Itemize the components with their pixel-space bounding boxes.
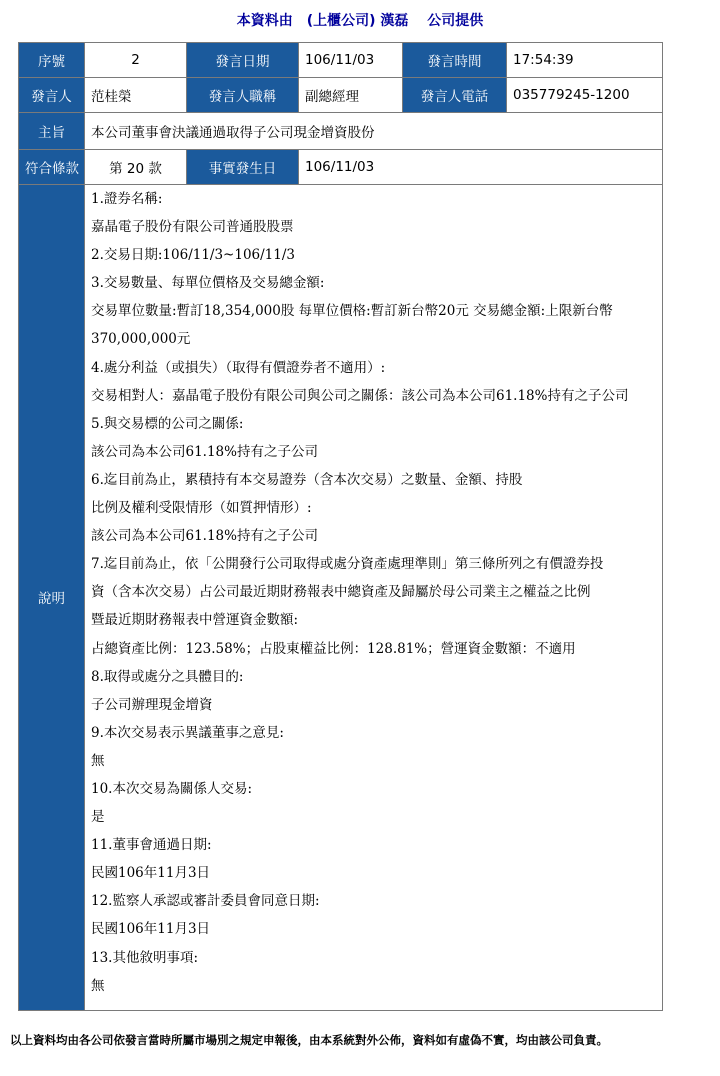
description-lines [91,185,656,1000]
page-header: 本資料由 (上櫃公司) 漢磊 公司提供 [236,13,484,29]
description-line: 資（含本次交易）占公司最近期財務報表中總資產及歸屬於母公司業主之權益之比例 [91,584,591,601]
clause-label: 符合條款 [19,150,85,185]
subject-value: 本公司董事會決議通過取得子公司現金增資股份 [85,113,663,150]
description-label: 說明 [19,185,85,1011]
description-line: 12.監察人承認或審計委員會同意日期: [91,893,320,910]
speaker-value: 范桂榮 [85,78,187,113]
fact-date-label: 事實發生日 [187,150,299,185]
speaker-title-label: 發言人職稱 [187,78,299,113]
description-line: 無 [91,977,105,994]
table-row [19,43,663,78]
description-line: 3.交易數量、每單位價格及交易總金額: [91,275,325,292]
description-line: 交易單位數量:暫訂18,354,000股 每單位價格:暫訂新台幣20元 交易總金額:上限新台幣 [91,303,613,320]
description-line: 嘉晶電子股份有限公司普通股股票 [91,219,294,236]
description-line: 暨最近期財務報表中營運資金數額: [91,612,299,629]
table-row [19,78,663,113]
description-line: 1.證券名稱: [91,191,163,207]
clause-value: 第 20 款 [85,150,187,185]
description-line: 該公司為本公司61.18%持有之子公司 [91,528,318,545]
footer-notice: 以上資料均由各公司依發言當時所屬市場別之規定申報後，由本系統對外公佈，資料如有虛偽不實，均由該公司負責。 [10,1033,608,1047]
speaker-label: 發言人 [19,78,85,113]
description-line: 6.迄目前為止，累積持有本交易證券（含本次交易）之數量、金額、持股 [91,471,523,488]
serial-label: 序號 [19,43,85,78]
description-line: 該公司為本公司61.18%持有之子公司 [91,443,318,460]
speaker-title-value: 副總經理 [299,78,403,113]
description-line: 占總資產比例：123.58%；占股東權益比例：128.81%；營運資金數額：不適用 [91,640,576,657]
date-label: 發言日期 [187,43,299,78]
description-line: 比例及權利受限情形（如質押情形）: [91,500,312,517]
table-row [19,113,663,150]
description-line: 是 [91,809,105,826]
subject-label: 主旨 [19,113,85,150]
description-line: 8.取得或處分之具體目的: [91,668,244,685]
description-line: 13.其他敘明事項: [91,949,199,966]
description-line: 5.與交易標的公司之關係: [91,415,244,432]
description-line: 子公司辦理現金增資 [91,696,213,713]
description-line: 2.交易日期:106/11/3~106/11/3 [91,247,296,264]
date-value: 106/11/03 [299,43,403,78]
announcement-table [18,42,663,1011]
phone-value: 035779245-1200 [507,78,663,113]
description-line: 4.處分利益（或損失）（取得有價證券者不適用）: [91,359,386,376]
fact-date-value: 106/11/03 [299,150,663,185]
table-row [19,185,663,1011]
table-row [19,150,663,185]
description-line: 民國106年11月3日 [91,921,211,938]
description-line: 民國106年11月3日 [91,865,211,882]
phone-label: 發言人電話 [403,78,507,113]
description-line: 7.迄目前為止，依「公開發行公司取得或處分資產處理準則」第三條所列之有價證券投 [91,556,604,573]
time-label: 發言時間 [403,43,507,78]
description-line: 9.本次交易表示異議董事之意見: [91,724,284,741]
description-line: 11.董事會通過日期: [91,837,212,854]
description-content [85,185,663,1011]
time-value: 17:54:39 [507,43,663,78]
description-line: 370,000,000元 [91,331,191,348]
description-line: 無 [91,752,105,769]
description-line: 交易相對人：嘉晶電子股份有限公司與公司之關係：該公司為本公司61.18%持有之子公司 [91,387,629,404]
serial-value: 2 [85,43,187,78]
description-line: 10.本次交易為關係人交易: [91,780,253,797]
